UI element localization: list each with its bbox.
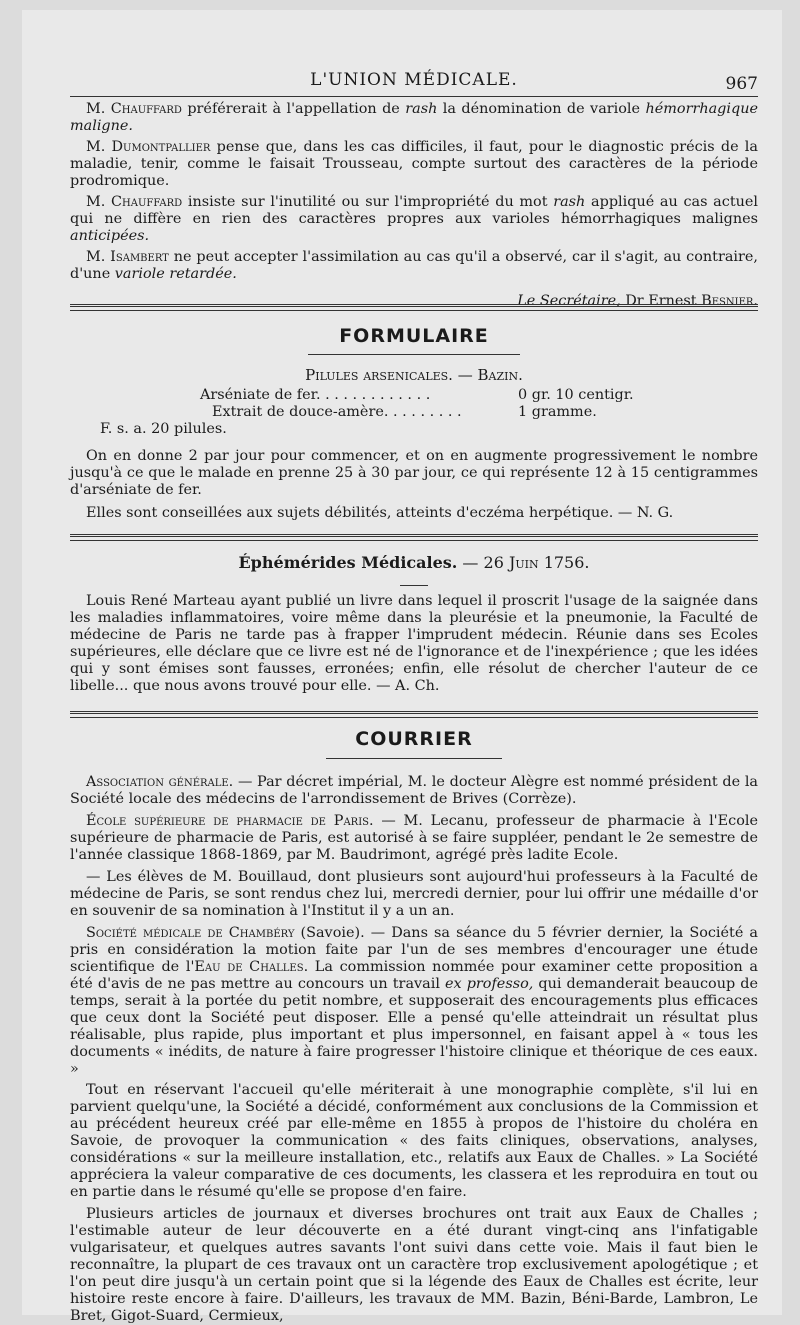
short-rule <box>400 585 428 586</box>
section-divider <box>70 534 758 537</box>
discussion-paragraph: M. Dumontpallier pense que, dans les cas difficiles, il faut, pour le diagnostic précis de la maladie, tenir, comme le faisait Trousseau, compte surtout des caractères de la période prodromique. <box>70 139 758 189</box>
discussion-paragraph: M. Isambert ne peut accepter l'assimilation au cas qu'il a observé, car il s'agit, au contraire, d'une variole retardée. <box>70 249 758 282</box>
formulaire-paragraph: On en donne 2 par jour pour commencer, et on en augmente progressivement le nombre jusqu'à ce que le malade en prenne 25 à 30 par jour, ce qui représente 12 à 15 centigrammes d'arséniate de fer. <box>70 448 758 498</box>
recipe-title: Pilules arsenicales. — Bazin. <box>305 366 523 384</box>
discussion-paragraph: M. Chauffard préférerait à l'appellation de rash la dénomination de variole hémorrhagique maligne. <box>70 101 758 134</box>
page-number: 967 <box>725 74 758 94</box>
text-column <box>70 10 759 1324</box>
secretary-signature: Le Secrétaire, Dr Ernest Besnier. <box>517 293 758 309</box>
ingredient-row <box>70 404 758 421</box>
ingredient-row <box>70 421 758 438</box>
speaker-name: M. Chauffard <box>86 101 182 117</box>
formulaire-heading: FORMULAIRE <box>339 325 489 347</box>
journal-page <box>22 10 782 1324</box>
courrier-paragraph: Plusieurs articles de journaux et diverses brochures ont trait aux Eaux de Challes ; l'estimable auteur de leur découverte en a été durant vingt-cinq ans l'infatigable vulgarisateur, et quelques autres savants l'ont suivi dans cette voie. Mais il faut bien le reconnaître, la plupart de ces travaux ont un caractère trop exclusivement apologétique ; et l'on peut dire jusqu'à un certain point que si la légende des Eaux de Challes est écrite, leur histoire reste encore à faire. D'ailleurs, les travaux de MM. Bazin, Béni-Barde, Lambron, Le Bret, Gigot-Suard, Cermieux, <box>70 1206 758 1324</box>
journal-title: L'UNION MÉDICALE. <box>310 70 518 90</box>
running-header <box>70 66 758 96</box>
ingredient-name: Extrait de douce-amère. . . . . . . . . <box>212 404 462 420</box>
discussion-block <box>70 101 758 309</box>
ingredient-quantity: 0 gr. 10 centigr. <box>518 387 634 403</box>
section-divider <box>70 304 758 307</box>
speaker-name: M. Chauffard <box>86 194 183 210</box>
heading-underline <box>326 758 502 759</box>
recipe-directions: F. s. a. 20 pilules. <box>100 421 227 437</box>
courrier-paragraph: — Les élèves de M. Bouillaud, dont plusieurs sont aujourd'hui professeurs à la Faculté de médecine de Paris, se sont rendus chez lui, mercredi dernier, pour lui offrir une médaille d'or en souvenir de sa nomination à l'Institut il y a un an. <box>70 869 758 919</box>
ingredient-name: Arséniate de fer. . . . . . . . . . . . . <box>200 387 431 403</box>
section-divider <box>70 310 758 311</box>
ingredient-quantity: 1 gramme. <box>518 404 597 420</box>
section-divider <box>70 540 758 541</box>
recipe-block <box>70 367 758 522</box>
courrier-body <box>70 774 758 1325</box>
formulaire-paragraph: Elles sont conseillées aux sujets débilités, atteints d'eczéma herpétique. — N. G. <box>86 505 674 521</box>
courrier-paragraph: Société médicale de Chambéry (Savoie). — Dans sa séance du 5 février dernier, la Société a pris en considération la motion faite par l'un de ses membres d'encourager une étude scientifique de l'Eau de Challes. La commission nommée pour examiner cette proposition a été d'avis de ne pas mettre au concours un travail ex professo, qui demanderait beaucoup de temps, serait à la portée du petit nombre, et supposerait des encouragements plus efficaces que ceux dont la Société peut disposer. Elle a pensé qu'elle atteindrait un résultat plus réalisable, plus rapide, plus important et plus impersonnel, en faisant appel à « tous les documents « inédits, de nature à faire progresser l'histoire clinique et théorique de ces eaux. » <box>70 925 759 1077</box>
speaker-name: M. Isambert <box>86 249 169 265</box>
speaker-name: M. Dumontpallier <box>86 139 211 155</box>
discussion-paragraph: M. Chauffard insiste sur l'inutilité ou sur l'impropriété du mot rash appliqué au cas actuel qui ne diffère en rien des caractères propres aux varioles hémorrhagiques malignes anticipées. <box>70 194 758 244</box>
heading-underline <box>308 354 520 355</box>
section-divider <box>70 711 758 714</box>
ingredient-list <box>70 387 758 438</box>
section-divider <box>70 717 758 718</box>
ephemerides-paragraph: Louis René Marteau ayant publié un livre dans lequel il proscrit l'usage de la saignée dans les maladies inflammatoires, voire même dans la pleurésie et la pneumonie, la Faculté de médecine de Paris ne tarde pas à frapper l'imprudent médecin. Réunie dans ses Ecoles supérieures, elle déclare que ce livre est né de l'ignorance et de l'inexpérience ; que les idées qui y sont émises sont fausses, erronées; enfin, elle résolut de chercher l'auteur de ce libelle... que nous avons trouvé pour elle. — A. Ch. <box>70 593 758 694</box>
ingredient-row <box>70 387 758 404</box>
header-rule <box>70 96 758 97</box>
ephemerides-heading: Éphémérides Médicales. — 26 Juin 1756. <box>238 553 590 572</box>
courrier-paragraph: Tout en réservant l'accueil qu'elle mériterait à une monographie complète, s'il lui en parvient quelqu'une, la Société a décidé, conformément aux conclusions de la Commission et au précédent heureux créé par elle-même en 1855 à propos de l'histoire du choléra en Savoie, de provoquer la communication « des faits cliniques, observations, analyses, considérations « sur la meilleure installation, etc., relatifs aux Eaux de Challes. » La Société appréciera la valeur comparative de ces documents, les classera et les reproduira en tout ou en partie dans le résumé qu'elle se propose d'en faire. <box>70 1082 758 1200</box>
courrier-paragraph: Association générale. — Par décret impérial, M. le docteur Alègre est nommé président de la Société locale des médecins de l'arrondissement de Brives (Corrèze). <box>70 774 759 807</box>
courrier-heading: COURRIER <box>355 728 473 750</box>
courrier-paragraph: École supérieure de pharmacie de Paris. — M. Lecanu, professeur de pharmacie à l'Ecole supérieure de pharmacie de Paris, est autorisé à se faire suppléer, pendant le 2e semestre de l'année classique 1868-1869, par M. Baudrimont, agrégé près ladite Ecole. <box>70 813 758 863</box>
